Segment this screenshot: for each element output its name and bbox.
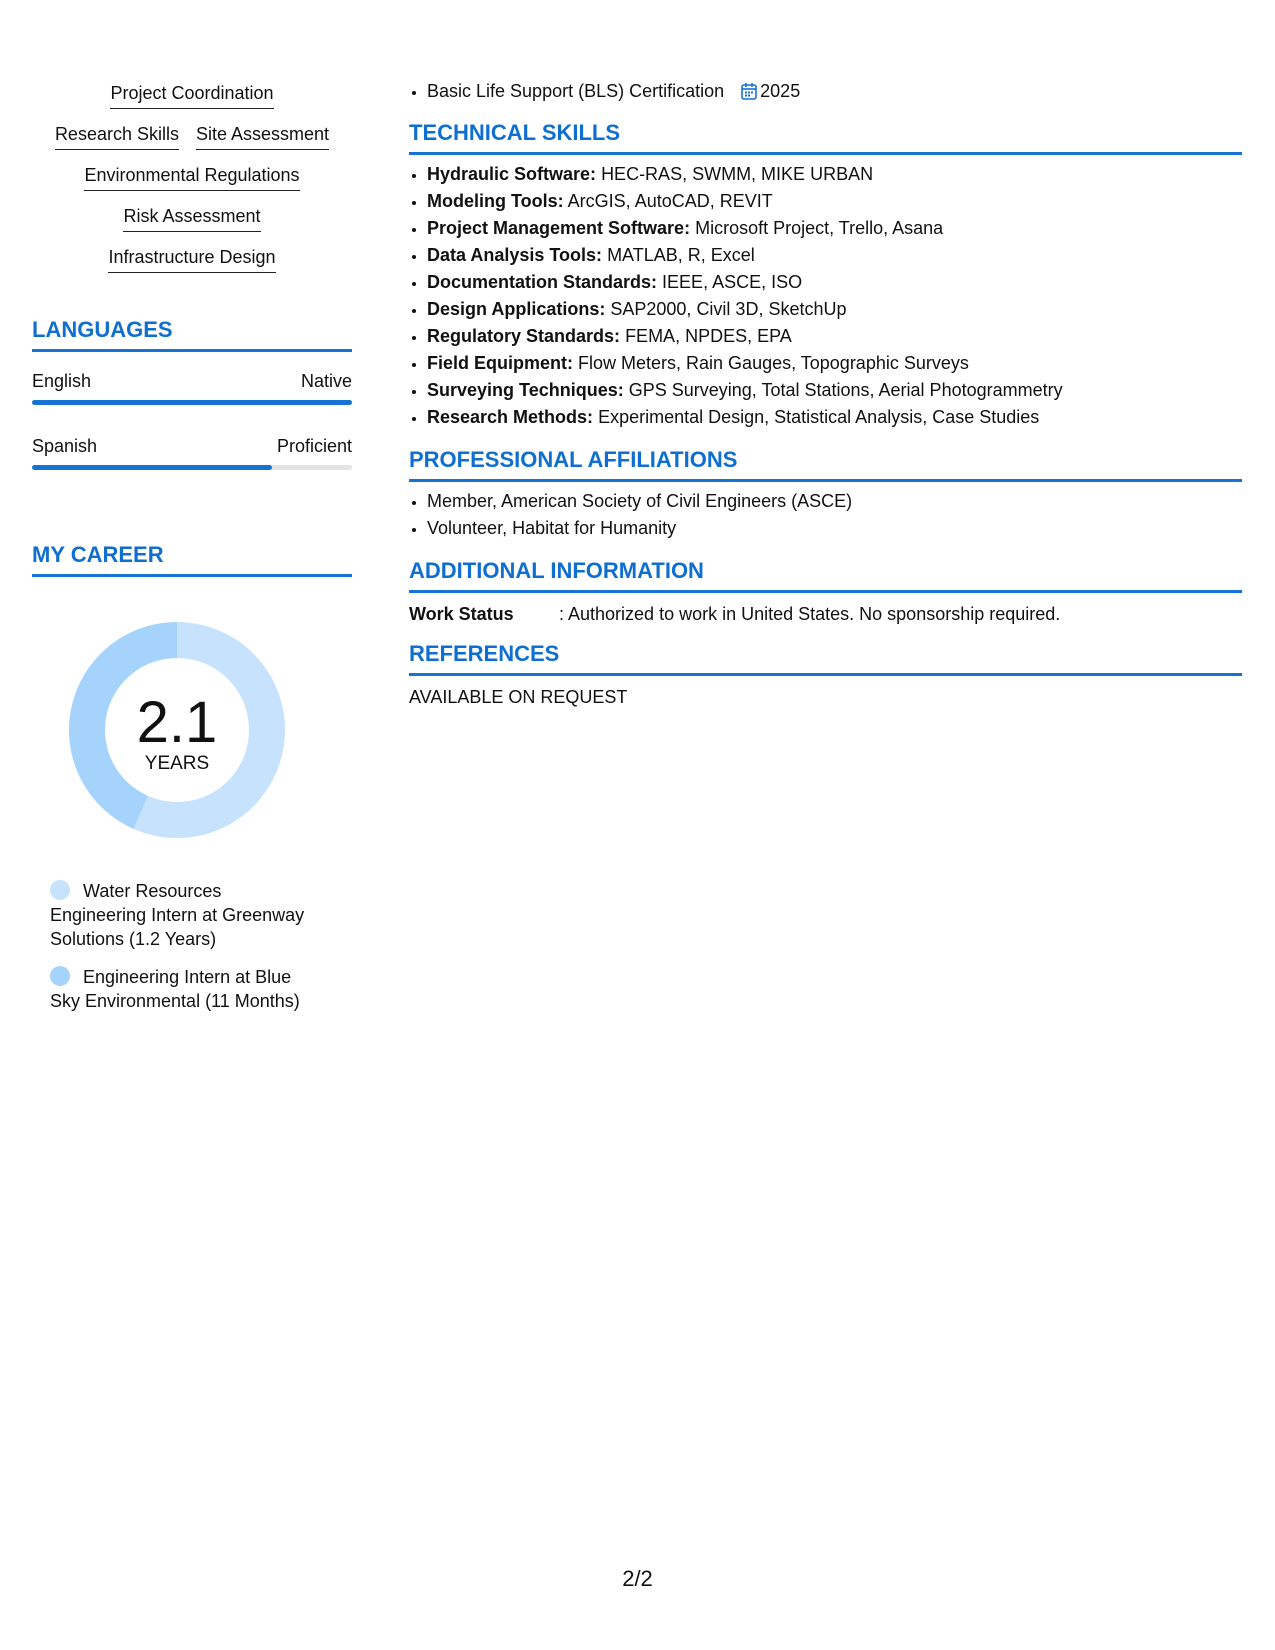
career-legend xyxy=(50,879,320,1013)
skill-row xyxy=(32,246,352,273)
technical-skills-title: TECHNICAL SKILLS xyxy=(409,120,1242,155)
languages-title: LANGUAGES xyxy=(32,317,352,352)
certification-list xyxy=(409,78,1242,108)
legend-dot xyxy=(50,966,70,986)
tech-skill-value: Microsoft Project, Trello, Asana xyxy=(695,218,944,238)
skill-chip: Research Skills xyxy=(55,123,179,150)
certification-item xyxy=(427,78,1242,108)
tech-skill-label: Design Applications: xyxy=(427,299,606,319)
tech-skill-value: SAP2000, Civil 3D, SketchUp xyxy=(610,299,847,319)
tech-skill-label: Modeling Tools: xyxy=(427,191,564,211)
career-total-unit: YEARS xyxy=(144,753,210,774)
tech-skill-item xyxy=(427,404,1242,431)
tech-skill-item xyxy=(427,269,1242,296)
legend-dot xyxy=(50,880,70,900)
right-column xyxy=(409,78,1242,710)
legend-label: Engineering Intern at Blue Sky Environmental (11 Months) xyxy=(50,967,300,1011)
skill-chip: Project Coordination xyxy=(110,82,273,109)
skill-chip: Environmental Regulations xyxy=(84,164,299,191)
tech-skill-item xyxy=(427,377,1242,404)
affiliations-title: PROFESSIONAL AFFILIATIONS xyxy=(409,447,1242,482)
tech-skill-item xyxy=(427,215,1242,242)
references-section xyxy=(409,641,1242,710)
tech-skill-label: Field Equipment: xyxy=(427,353,573,373)
legend-item xyxy=(50,879,320,951)
affiliations-section xyxy=(409,447,1242,542)
career-total-value: 2.1 xyxy=(136,690,218,755)
language-level: Proficient xyxy=(276,436,352,456)
languages-section xyxy=(32,317,352,470)
tech-skill-value: IEEE, ASCE, ISO xyxy=(662,272,803,292)
tech-skill-item xyxy=(427,188,1242,215)
skill-row xyxy=(32,164,352,191)
affiliation-item: • Volunteer, Habitat for Humanity xyxy=(427,515,1242,542)
tech-skill-label: Project Management Software: xyxy=(427,218,691,238)
affiliation-item: • Member, American Society of Civil Engineers (ASCE) xyxy=(427,488,1242,515)
tech-skill-value: FEMA, NPDES, EPA xyxy=(625,326,792,346)
references-text: AVAILABLE ON REQUEST xyxy=(409,687,628,707)
language-item xyxy=(32,435,352,470)
tech-skill-label: Surveying Techniques: xyxy=(427,380,624,400)
skill-chip: Site Assessment xyxy=(196,123,329,150)
skill-row xyxy=(32,82,352,109)
references-title: REFERENCES xyxy=(409,641,1242,676)
legend-label: Water Resources Engineering Intern at Greenway Solutions (1.2 Years) xyxy=(50,881,305,949)
skill-row xyxy=(32,205,352,232)
tech-skill-value: GPS Surveying, Total Stations, Aerial Photogrammetry xyxy=(628,380,1063,400)
tech-skill-label: Research Methods: xyxy=(427,407,594,427)
career-title: MY CAREER xyxy=(32,542,352,577)
career-donut-chart xyxy=(62,615,292,845)
language-name: Spanish xyxy=(32,436,98,456)
tech-skill-value: Experimental Design, Statistical Analysis, Case Studies xyxy=(598,407,1040,427)
skill-row xyxy=(32,123,352,150)
tech-skill-label: Hydraulic Software: xyxy=(427,164,597,184)
language-bar xyxy=(32,400,352,405)
language-name: English xyxy=(32,371,92,391)
language-bar xyxy=(32,465,352,470)
additional-info-title: ADDITIONAL INFORMATION xyxy=(409,558,1242,593)
calendar-icon xyxy=(741,81,757,108)
certification-name: Basic Life Support (BLS) Certification xyxy=(427,81,725,101)
certification-date: 2025 xyxy=(760,81,801,101)
page-number: 2/2 xyxy=(622,1566,653,1591)
skills-chips xyxy=(32,80,352,273)
left-column xyxy=(32,80,352,1027)
technical-skills-list xyxy=(409,161,1242,431)
tech-skill-item xyxy=(427,161,1242,188)
work-status-value: : Authorized to work in United States. No sponsorship required. xyxy=(559,604,1061,624)
tech-skill-item xyxy=(427,350,1242,377)
tech-skill-label: Regulatory Standards: xyxy=(427,326,621,346)
legend-item xyxy=(50,965,320,1013)
career-section xyxy=(32,542,352,1013)
work-status-row xyxy=(409,601,1242,627)
tech-skill-item xyxy=(427,296,1242,323)
skill-chip: Risk Assessment xyxy=(123,205,260,232)
tech-skill-label: Documentation Standards: xyxy=(427,272,658,292)
tech-skill-value: ArcGIS, AutoCAD, REVIT xyxy=(567,191,773,211)
technical-skills-section xyxy=(409,120,1242,431)
tech-skill-value: Flow Meters, Rain Gauges, Topographic Surveys xyxy=(578,353,969,373)
tech-skill-item xyxy=(427,242,1242,269)
tech-skill-value: MATLAB, R, Excel xyxy=(607,245,755,265)
donut-center xyxy=(62,615,292,845)
language-bar-fill xyxy=(32,400,352,405)
language-bar-fill xyxy=(32,465,272,470)
language-level: Native xyxy=(300,371,352,391)
tech-skill-item xyxy=(427,323,1242,350)
work-status-label: Work Status xyxy=(409,604,514,624)
language-item xyxy=(32,370,352,405)
tech-skill-value: HEC-RAS, SWMM, MIKE URBAN xyxy=(601,164,874,184)
additional-info-section xyxy=(409,558,1242,627)
affiliations-list xyxy=(409,488,1242,542)
tech-skill-label: Data Analysis Tools: xyxy=(427,245,603,265)
skill-chip: Infrastructure Design xyxy=(108,246,275,273)
